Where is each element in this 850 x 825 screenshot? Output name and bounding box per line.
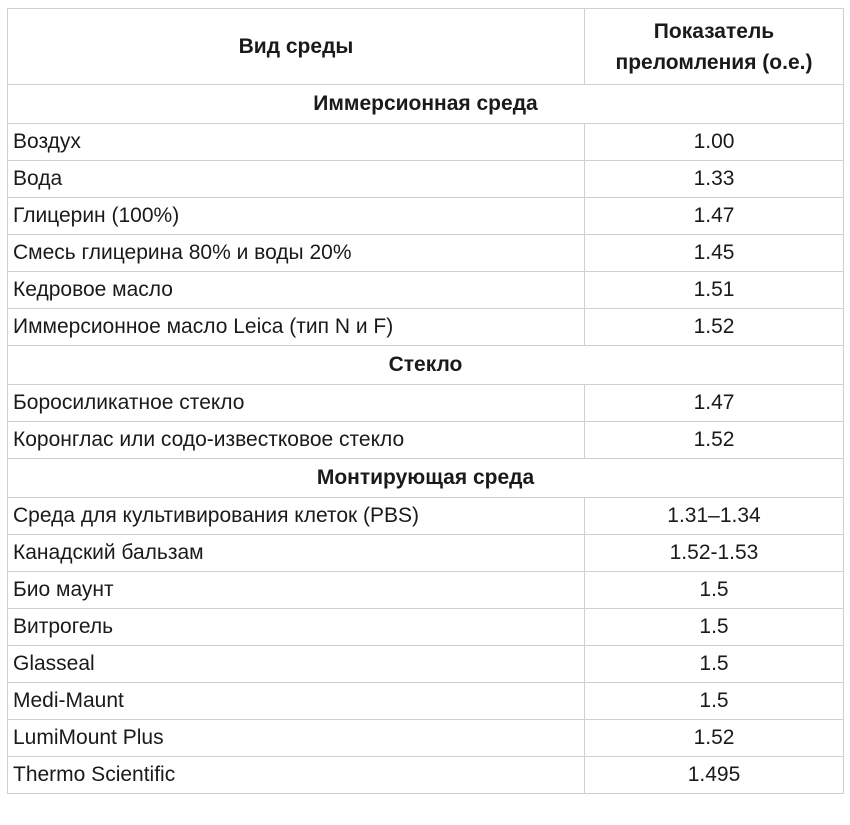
table-row xyxy=(8,757,844,794)
table-row xyxy=(8,309,844,346)
section-title: Иммерсионная среда xyxy=(8,85,844,124)
refractive-index-value: 1.31–1.34 xyxy=(585,498,844,535)
medium-name: Био маунт xyxy=(8,572,585,609)
header-row xyxy=(8,9,844,85)
refractive-index-value: 1.47 xyxy=(585,198,844,235)
refractive-index-value: 1.00 xyxy=(585,124,844,161)
medium-name: Thermo Scientific xyxy=(8,757,585,794)
section-row-mounting xyxy=(8,459,844,498)
table-row xyxy=(8,609,844,646)
medium-name: Вода xyxy=(8,161,585,198)
table-row xyxy=(8,572,844,609)
medium-name: Смесь глицерина 80% и воды 20% xyxy=(8,235,585,272)
table-row xyxy=(8,235,844,272)
table-row xyxy=(8,198,844,235)
table-row xyxy=(8,124,844,161)
table-row xyxy=(8,683,844,720)
medium-name: LumiMount Plus xyxy=(8,720,585,757)
refractive-index-table xyxy=(7,8,844,794)
medium-name: Воздух xyxy=(8,124,585,161)
section-title: Стекло xyxy=(8,346,844,385)
refractive-index-value: 1.52 xyxy=(585,720,844,757)
medium-name: Канадский бальзам xyxy=(8,535,585,572)
refractive-index-value: 1.5 xyxy=(585,683,844,720)
medium-name: Боросиликатное стекло xyxy=(8,385,585,422)
table-row xyxy=(8,498,844,535)
refractive-index-value: 1.495 xyxy=(585,757,844,794)
medium-name: Коронглас или содо-известковое стекло xyxy=(8,422,585,459)
refractive-index-value: 1.51 xyxy=(585,272,844,309)
table-row xyxy=(8,161,844,198)
table-row xyxy=(8,385,844,422)
medium-name: Иммерсионное масло Leica (тип N и F) xyxy=(8,309,585,346)
table-row xyxy=(8,422,844,459)
column-header-medium: Вид среды xyxy=(8,9,585,85)
medium-name: Глицерин (100%) xyxy=(8,198,585,235)
refractive-index-value: 1.52-1.53 xyxy=(585,535,844,572)
table-row xyxy=(8,272,844,309)
table-row xyxy=(8,720,844,757)
table-row xyxy=(8,646,844,683)
table-row xyxy=(8,535,844,572)
medium-name: Glasseal xyxy=(8,646,585,683)
section-row-glass xyxy=(8,346,844,385)
medium-name: Medi-Maunt xyxy=(8,683,585,720)
refractive-index-value: 1.5 xyxy=(585,609,844,646)
refractive-index-value: 1.45 xyxy=(585,235,844,272)
column-header-refractive-index: Показатель преломления (о.е.) xyxy=(585,9,844,85)
medium-name: Среда для культивирования клеток (PBS) xyxy=(8,498,585,535)
medium-name: Витрогель xyxy=(8,609,585,646)
refractive-index-value: 1.47 xyxy=(585,385,844,422)
section-title: Монтирующая среда xyxy=(8,459,844,498)
refractive-index-value: 1.52 xyxy=(585,309,844,346)
section-row-immersion xyxy=(8,85,844,124)
refractive-index-value: 1.5 xyxy=(585,572,844,609)
refractive-index-value: 1.52 xyxy=(585,422,844,459)
medium-name: Кедровое масло xyxy=(8,272,585,309)
refractive-index-value: 1.5 xyxy=(585,646,844,683)
refractive-index-value: 1.33 xyxy=(585,161,844,198)
